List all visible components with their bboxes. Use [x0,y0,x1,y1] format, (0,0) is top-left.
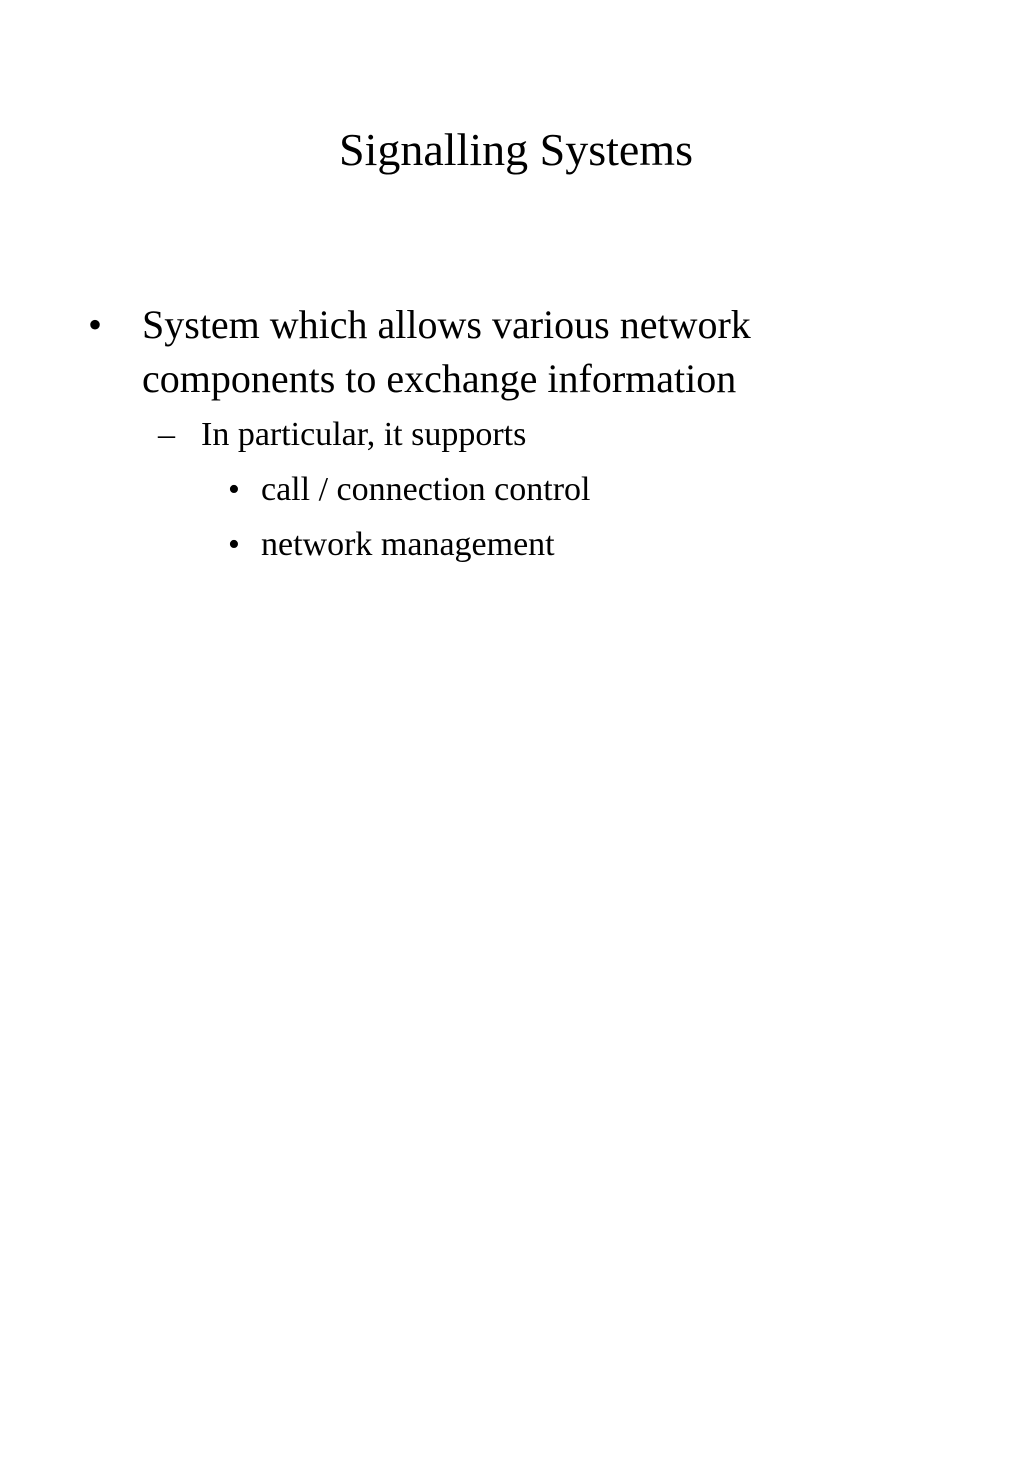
slide-title: Signalling Systems [339,124,693,175]
dash-marker: – [158,416,175,453]
sub-sub-bullet-item [228,469,591,511]
sub-bullet-item [158,414,526,456]
bullet-marker: • [88,302,103,347]
sub-bullet-text: In particular, it supports [201,416,527,453]
sub-sub-bullet-text: network management [261,526,555,563]
bullet-marker: • [228,526,240,563]
bullet-text: System which allows various network components to exchange information [142,302,751,401]
sub-sub-bullet-text: call / connection control [261,471,591,508]
bullet-marker: • [228,471,240,508]
bullet-item [88,298,888,406]
sub-sub-bullet-item [228,524,555,566]
